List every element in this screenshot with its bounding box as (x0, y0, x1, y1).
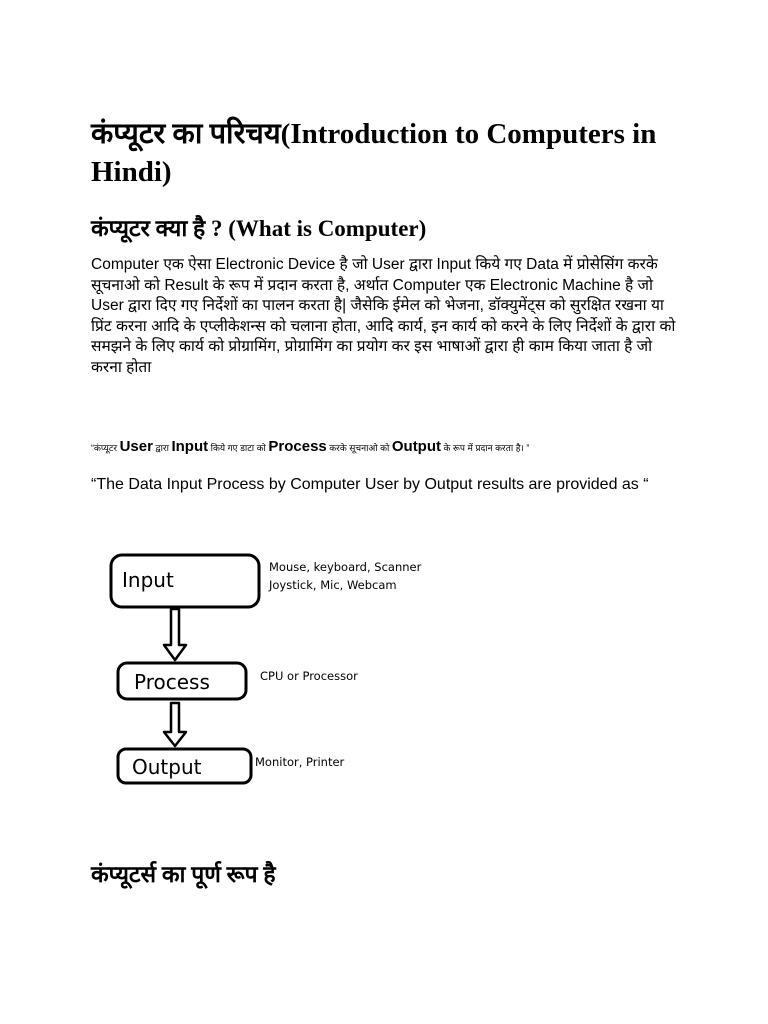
input-process-output-diagram (100, 540, 460, 790)
section-subtitle: कंप्यूटर क्या है ? (What is Computer) (91, 216, 427, 241)
quote-term-input: Input (171, 438, 209, 455)
input-devices-note-2: Joystick, Mic, Webcam (269, 578, 397, 592)
process-note: CPU or Processor (260, 669, 358, 683)
quote-text-3: किये गए डाटा को (208, 443, 269, 453)
quote-open-mark: “ (91, 443, 94, 453)
arrow-input-to-process (164, 609, 186, 660)
input-devices-note-1: Mouse, keyboard, Scanner (269, 560, 422, 574)
quote-term-output: Output (391, 438, 442, 455)
input-box-label: Input (122, 568, 174, 592)
section-heading: कंप्यूटर्स का पूर्ण रूप है (91, 862, 276, 887)
output-devices-note: Monitor, Printer (255, 755, 345, 769)
english-quote: “The Data Input Process by Computer User by Output results are provided as “ (91, 476, 649, 493)
quote-text-2: द्वारा (152, 443, 172, 453)
quote-text-4: करके सूचनाओ को (326, 443, 392, 453)
quote-term-user: User (119, 438, 153, 455)
quote-term-process: Process (268, 438, 327, 455)
intro-paragraph: Computer एक ऐसा Electronic Device है जो User द्वारा Input किये गए Data में प्रोसेसिंग करके सूचनाओ को Result के रूप में प्रदान करता है, अर्थात Computer एक Electronic Machine है जो User द्वारा दिए गए निर्देशों का पालन करता है| जैसेकि ईमेल को भेजना, डॉक्युमेंट्स को सुरक्षित रखना या प्रिंट करना आदि के एप्लीकेशन्स को चलाना होता, आदि कार्य, इन कार्य को करने के लिए निर्देशों के द्वारा को समझने के लिए कार्य को प्रोग्रामिंग, प्रोग्रामिंग का प्रयोग कर इस भाषाओं द्वारा ही काम किया जाता है जो करना होता (91, 256, 676, 376)
arrow-process-to-output (164, 703, 186, 746)
hindi-quote (91, 440, 681, 455)
page-title: कंप्यूटर का परिचय(Introduction to Computers in Hindi) (91, 118, 657, 188)
process-box-label: Process (134, 670, 210, 694)
output-box-label: Output (132, 755, 202, 779)
quote-text-1: कंप्यूटर (94, 443, 120, 453)
quote-text-5: के रूप में प्रदान करता है। ” (441, 443, 530, 453)
